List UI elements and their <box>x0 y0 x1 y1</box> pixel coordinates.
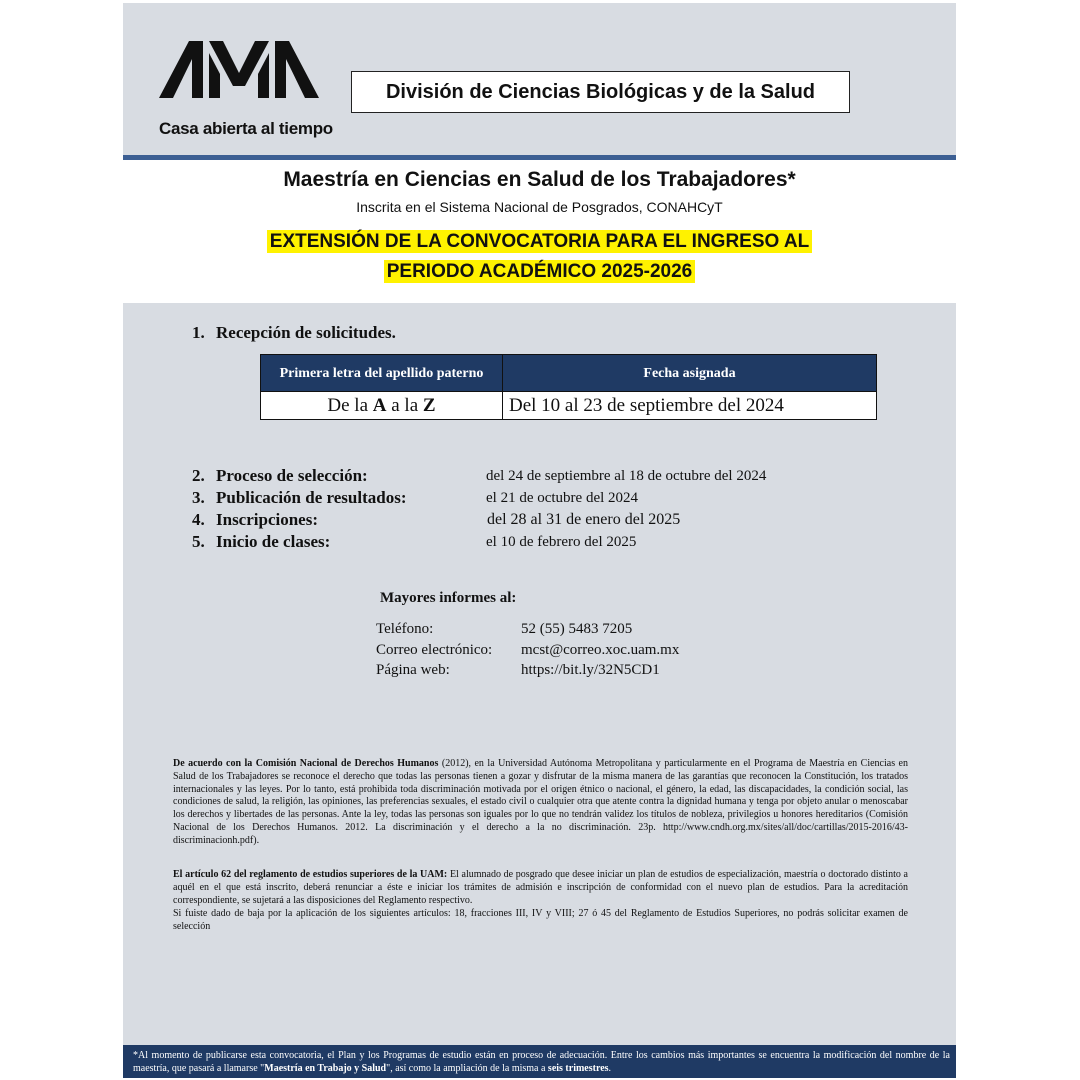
legal-p1-text: (2012), en la Universidad Autónoma Metropolitana y particularmente en el Programa de Maestría en Ciencias en Salud de los Trabajadores se reconoce el derecho que todas las personas tienen a gozar y disfrutar de la misma manera de las garantías que reconocen la Constitución, los tratados internacionales y las leyes. Por lo tanto, está prohibida toda discriminación motivada por el origen étnico o nacional, el género, la edad, las discapacidades, la condición social, las condiciones de salud, la religión, las opiniones, las preferencias sexuales, el estado civil o cualquier otra que atente contra la dignidad humana y tenga por objeto anular o menoscabar los derechos y libertades de las personas. Ante la ley, todas las personas son iguales por lo que no tendrán validez los títulos de nobleza, privilegios u honores hereditarios (Comisión Nacional de los Derechos Humanos. 2012. La discriminación y el derecho a la no discriminación. 23p. http://www.cndh.org.mx/sites/all/doc/cartillas/2015-2016/43-discriminacionh.pdf). <box>173 758 908 846</box>
body-band <box>123 303 956 1045</box>
section-4-value: del 28 al 31 de enero del 2025 <box>487 511 681 528</box>
section-4-heading: Inscripciones: <box>216 510 318 529</box>
footer-bold-name: Maestría en Trabajo y Salud <box>264 1063 387 1074</box>
header-divider <box>123 155 956 160</box>
section-3-value: el 21 de octubre del 2024 <box>486 490 639 506</box>
legal-paragraph-2 <box>173 869 908 907</box>
section-5-heading: Inicio de clases: <box>216 532 331 551</box>
letter-z: Z <box>422 394 436 416</box>
letter-a: A <box>372 394 387 416</box>
extension-highlight-1: EXTENSIÓN DE LA CONVOCATORIA PARA EL INGRESO AL <box>267 230 812 253</box>
web-label: Página web: <box>376 662 450 678</box>
date-cell: Del 10 al 23 de septiembre del 2024 <box>503 392 877 420</box>
dates-table-header-row <box>261 355 877 392</box>
header-band <box>123 3 956 155</box>
extension-title-line-1 <box>123 231 956 253</box>
footer-bold-trimestres: seis trimestres <box>547 1063 609 1074</box>
program-subtitle: Inscrita en el Sistema Nacional de Posgrados, CONAHCyT <box>356 199 723 215</box>
email-label: Correo electrónico: <box>376 642 493 658</box>
section-2-heading: Proceso de selección: <box>216 466 368 485</box>
section-4-number: 4. <box>192 510 205 529</box>
col-header-date: Fecha asignada <box>503 355 877 392</box>
section-5-value: el 10 de febrero del 2025 <box>486 534 637 550</box>
dates-table <box>260 354 877 420</box>
footer-text-c: . <box>608 1063 612 1074</box>
letter-prefix: De la <box>327 394 373 416</box>
letter-range-cell <box>261 392 503 420</box>
section-2-number: 2. <box>192 466 205 485</box>
legal-paragraph-3: Si fuiste dado de baja por la aplicación de los siguientes artículos: 18, fracciones III, IV y VIII; 27 ó 45 del Reglamento de Estudios Superiores, no podrás solicitar examen de selección <box>173 908 908 932</box>
extension-highlight-2: PERIODO ACADÉMICO 2025-2026 <box>384 260 696 283</box>
logo-caption: Casa abierta al tiempo <box>159 119 333 138</box>
uam-logo <box>159 41 349 141</box>
letter-mid: a la <box>386 394 423 416</box>
legal-p2-text: El alumnado de posgrado que desee iniciar un plan de estudios de especialización, maestría o doctorado distinto a aquél en el que está inscrito, deberá renunciar a éste e iniciar los trámites de admisión e inscripción de conformidad con el nuevo plan de estudios. Para la acreditación correspondiente, se sujetará a las disposiciones del Reglamento respectivo. <box>173 869 908 906</box>
legal-p2-bold: El artículo 62 del reglamento de estudios superiores de la UAM: <box>173 869 448 880</box>
col-header-letter: Primera letra del apellido paterno <box>261 355 503 392</box>
section-3-heading: Publicación de resultados: <box>216 488 407 507</box>
program-title: Maestría en Ciencias en Salud de los Trabajadores* <box>283 168 796 191</box>
footer-band <box>123 1045 956 1078</box>
email-value[interactable]: mcst@correo.xoc.uam.mx <box>521 642 680 658</box>
footer-note <box>133 1049 950 1075</box>
web-link[interactable]: https://bit.ly/32N5CD1 <box>521 662 660 678</box>
table-row <box>261 392 877 420</box>
title-block <box>123 163 956 303</box>
footer-text-a: *Al momento de publicarse esta convocatoria, el Plan y los Programas de estudio están en proceso de adecuación. Entre los cambios más importantes se encuentra la modificación del nombre de la maestría, que pasará a llamarse " <box>133 1050 950 1074</box>
convocatoria-page <box>123 3 956 1078</box>
section-2-value: del 24 de septiembre al 18 de octubre del 2024 <box>486 468 767 484</box>
phone-label: Teléfono: <box>376 621 434 637</box>
footer-text-b: ", así como la ampliación de la misma a <box>386 1063 548 1074</box>
legal-p1-bold: De acuerdo con la Comisión Nacional de Derechos Humanos <box>173 758 439 769</box>
info-heading: Mayores informes al: <box>380 590 517 606</box>
uam-logo-mark <box>159 41 319 101</box>
section-5-number: 5. <box>192 532 205 551</box>
section-1-heading: Recepción de solicitudes. <box>216 323 396 342</box>
section-3-number: 3. <box>192 488 205 507</box>
division-title: División de Ciencias Biológicas y de la Salud <box>351 71 850 113</box>
section-1-number: 1. <box>192 323 205 342</box>
legal-paragraph-1 <box>173 758 908 848</box>
phone-value: 52 (55) 5483 7205 <box>521 621 633 637</box>
extension-title-line-2 <box>123 261 956 283</box>
